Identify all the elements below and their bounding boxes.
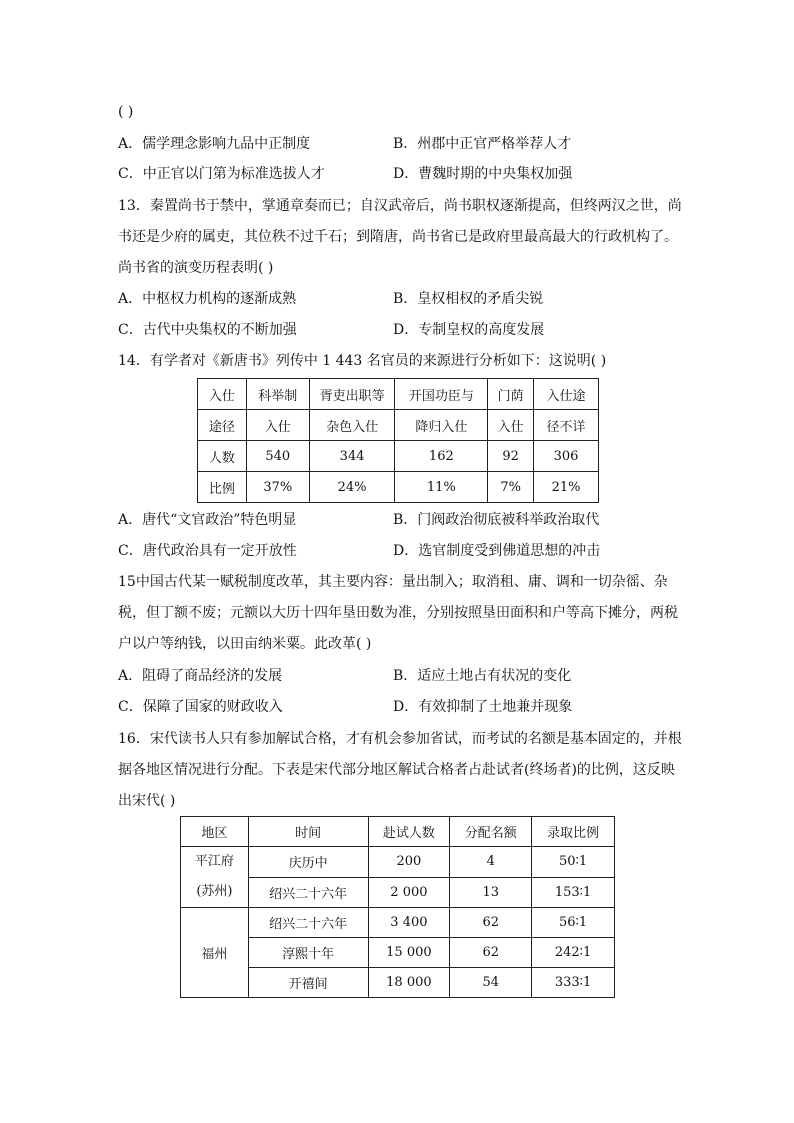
table-cell: 绍兴二十六年 <box>248 877 368 908</box>
q12-option-d[interactable]: D．曹魏时期的中央集权加强 <box>393 166 573 182</box>
table-cell: 56∶1 <box>532 908 615 938</box>
table-cell: 306 <box>534 441 599 472</box>
q15-stem-line3: 户以户等纳钱，以田亩纳米粟。此改革( ) <box>118 636 372 652</box>
q15-stem-line2: 税，但丁额不废；元额以大历十四年垦田数为准，分别按照垦田面积和户等高下摊分，两税 <box>118 605 678 621</box>
table-row <box>181 908 615 938</box>
q14-option-b[interactable]: B．门阀政治彻底被科举政治取代 <box>393 512 600 528</box>
table-header-row-bottom <box>198 410 599 441</box>
table-header-cell: 地区 <box>181 817 249 847</box>
q14-stem: 14．有学者对《新唐书》列传中 1 443 名官员的来源进行分析如下：这说明( ) <box>118 353 607 369</box>
table-cell: 21% <box>534 472 599 503</box>
q15-option-a[interactable]: A．阻碍了商品经济的发展 <box>118 668 283 684</box>
q13-stem-line2: 书还是少府的属吏，其位秩不过千石；到隋唐，尚书省已是政府里最高最大的行政机构了。 <box>118 229 678 245</box>
table-cell: 胥吏出职等 <box>309 379 395 410</box>
region-cell-fuzhou: 福州 <box>181 908 249 998</box>
table-cell: 绍兴二十六年 <box>248 908 368 938</box>
table-cell: 333∶1 <box>532 968 615 998</box>
table-cell: 入仕途 <box>534 379 599 410</box>
table-cell: 92 <box>488 441 534 472</box>
q15-option-d[interactable]: D．有效抑制了土地兼并现象 <box>393 699 573 715</box>
table-cell: 开禧间 <box>248 968 368 998</box>
table-header-cell: 分配名额 <box>450 817 532 847</box>
table-cell: 入仕 <box>488 410 534 441</box>
table-cell: 径不详 <box>534 410 599 441</box>
table-cell: 540 <box>246 441 309 472</box>
region-name: 平江府 <box>194 854 234 869</box>
table-cell: 242∶1 <box>532 938 615 968</box>
table-cell: 淳熙十年 <box>248 938 368 968</box>
q14-option-a[interactable]: A．唐代“文官政治”特色明显 <box>118 512 297 528</box>
table-cell: 入仕 <box>246 410 309 441</box>
table-cell: 7% <box>488 472 534 503</box>
table-cell: 24% <box>309 472 395 503</box>
q13-option-c[interactable]: C．古代中央集权的不断加强 <box>118 322 297 338</box>
table-cell: 15 000 <box>368 938 450 968</box>
q12-option-c[interactable]: C．中正官以门第为标准选拔人才 <box>118 166 325 182</box>
table-cell: 3 400 <box>368 908 450 938</box>
q15-option-c[interactable]: C．保障了国家的财政收入 <box>118 699 283 715</box>
q14-option-d[interactable]: D．选官制度受到佛道思想的冲击 <box>393 543 601 559</box>
table-cell: 37% <box>246 472 309 503</box>
table-header-row-top <box>198 379 599 410</box>
q15-option-b[interactable]: B．适应土地占有状况的变化 <box>393 668 572 684</box>
q16-stem-line3: 出宋代( ) <box>118 793 176 809</box>
table-cell: 科举制 <box>246 379 309 410</box>
table-header-cell: 录取比例 <box>532 817 615 847</box>
q13-option-a[interactable]: A．中枢权力机构的逐渐成熟 <box>118 291 297 307</box>
table-cell: 153∶1 <box>532 877 615 908</box>
q13-option-b[interactable]: B．皇权相权的矛盾尖锐 <box>393 291 544 307</box>
table-cell: 162 <box>395 441 488 472</box>
q14-option-c[interactable]: C．唐代政治具有一定开放性 <box>118 543 297 559</box>
table-header-row <box>181 817 615 847</box>
table-cell: 2 000 <box>368 877 450 908</box>
table-cell: 200 <box>368 847 450 878</box>
table-cell: 13 <box>450 877 532 908</box>
table-cell: 庆历中 <box>248 847 368 878</box>
q16-data-table <box>180 816 615 998</box>
table-cell: 50∶1 <box>532 847 615 878</box>
table-row-count <box>198 441 599 472</box>
table-cell: 344 <box>309 441 395 472</box>
table-cell: 11% <box>395 472 488 503</box>
table-cell: 62 <box>450 908 532 938</box>
table-cell: 比例 <box>198 472 247 503</box>
table-cell: 54 <box>450 968 532 998</box>
q16-stem-line1: 16．宋代读书人只有参加解试合格，才有机会参加省试，而考试的名额是基本固定的，并根 <box>118 731 682 747</box>
table-cell: 人数 <box>198 441 247 472</box>
q16-stem-line2: 据各地区情况进行分配。下表是宋代部分地区解试合格者占赴试者(终场者)的比例，这反映 <box>118 762 675 778</box>
table-row-ratio <box>198 472 599 503</box>
region-cell-pingjiang <box>181 847 249 908</box>
table-header-cell: 赴试人数 <box>368 817 450 847</box>
table-cell: 途径 <box>198 410 247 441</box>
region-alias: (苏州) <box>196 884 233 899</box>
q12-option-b[interactable]: B．州郡中正官严格举荐人才 <box>393 136 572 152</box>
q14-data-table <box>197 378 599 503</box>
q12-option-a[interactable]: A．儒学理念影响九品中正制度 <box>118 136 311 152</box>
table-cell: 4 <box>450 847 532 878</box>
table-cell: 入仕 <box>198 379 247 410</box>
table-cell: 62 <box>450 938 532 968</box>
table-row <box>181 847 615 878</box>
q13-stem-line1: 13．秦置尚书于禁中，掌通章奏而已；自汉武帝后，尚书职权逐渐提高，但终两汉之世，尚 <box>118 198 682 214</box>
q12-answer-blank: ( ) <box>118 104 134 120</box>
q15-stem-line1: 15中国古代某一赋税制度改革，其主要内容：量出制入；取消租、庸、调和一切杂徭、杂 <box>118 574 668 590</box>
q13-option-d[interactable]: D．专制皇权的高度发展 <box>393 322 545 338</box>
table-cell: 降归入仕 <box>395 410 488 441</box>
table-cell: 门荫 <box>488 379 534 410</box>
table-cell: 18 000 <box>368 968 450 998</box>
table-cell: 开国功臣与 <box>395 379 488 410</box>
table-header-cell: 时间 <box>248 817 368 847</box>
q13-stem-line3: 尚书省的演变历程表明( ) <box>118 260 274 276</box>
table-cell: 杂色入仕 <box>309 410 395 441</box>
